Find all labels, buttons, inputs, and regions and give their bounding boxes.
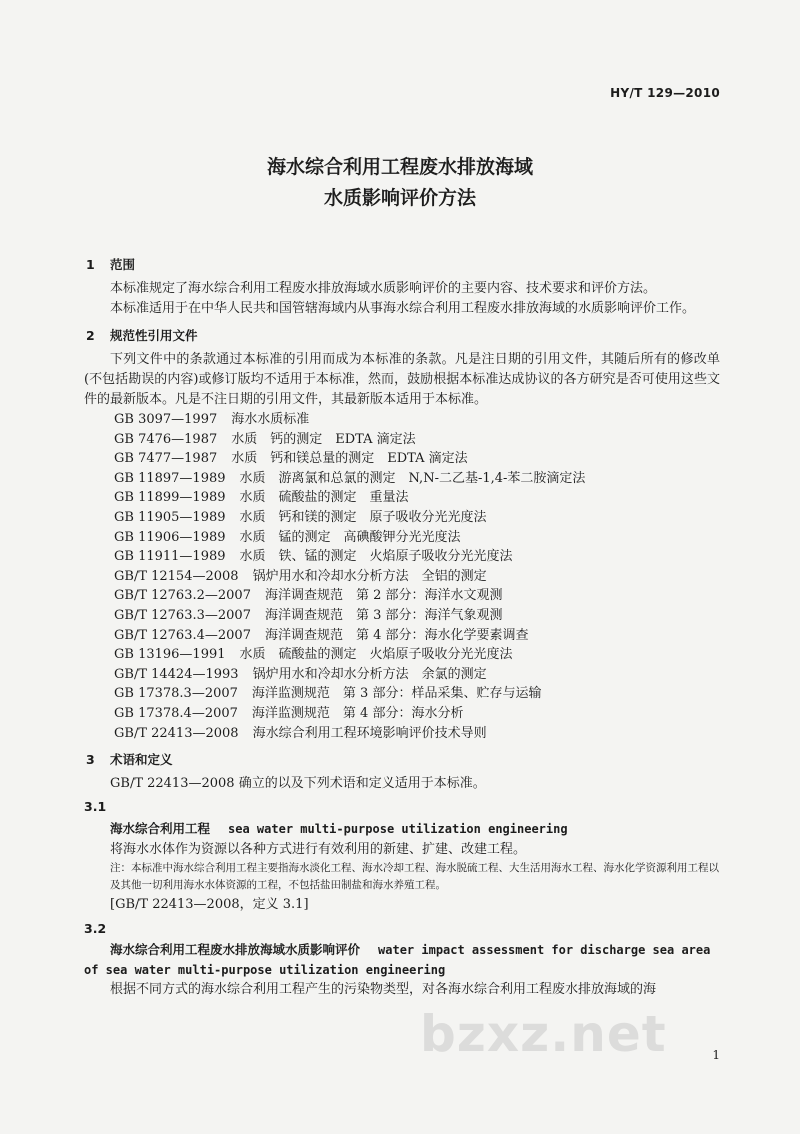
term-english: sea water multi-purpose utilization engineering — [228, 822, 568, 837]
reference-item — [84, 410, 720, 430]
paragraph: 本标准适用于在中华人民共和国管辖海域内从事海水综合利用工程废水排放海域的水质影响评价工作。 — [110, 301, 696, 316]
watermark: bzxz.net — [420, 1005, 667, 1063]
standard-code: HY/T 129—2010 — [610, 86, 720, 100]
section-heading-normative-references — [84, 325, 720, 347]
reference-item — [84, 430, 720, 450]
reference-title: 水质 铁、锰的测定 火焰原子吸收分光光度法 — [239, 549, 513, 565]
reference-title: 海水水质标准 — [231, 412, 310, 427]
reference-item — [84, 626, 720, 646]
paragraph: 下列文件中的条款通过本标准的引用而成为本标准的条款。凡是注日期的引用文件，其随后所有的修改单(不包括勘误的内容)或修订版均不适用于本标准，然而，鼓励根据本标准达成协议的各方研究是否可使用这些文件的最新版本。凡是不注日期的引用文件，其最新版本适用于本标准。 — [84, 352, 720, 407]
term-definition: 根据不同方式的海水综合利用工程产生的污染物类型，对各海水综合利用工程废水排放海域的海 — [110, 982, 657, 998]
section-number: 2 — [86, 328, 95, 343]
term-entry — [84, 940, 720, 980]
reference-code: GB 11911—1989 — [114, 549, 226, 565]
reference-title: 海洋监测规范 第 3 部分：样品采集、贮存与运输 — [251, 686, 542, 702]
reference-list — [84, 410, 720, 743]
reference-item — [84, 606, 720, 626]
page-number: 1 — [712, 1048, 720, 1062]
paragraph: GB/T 22413—2008 确立的以及下列术语和定义适用于本标准。 — [110, 776, 486, 792]
reference-title: 海水综合利用工程环境影响评价技术导则 — [252, 725, 487, 741]
clause-number: 3.2 — [84, 921, 107, 937]
reference-item — [84, 508, 720, 528]
paragraph: 本标准规定了海水综合利用工程废水排放海域水质影响评价的主要内容、技术要求和评价方法。 — [110, 281, 657, 296]
reference-code: GB/T 12154—2008 — [114, 568, 239, 584]
reference-title: 海洋调查规范 第 4 部分：海水化学要素调查 — [264, 627, 529, 643]
reference-code: GB 11905—1989 — [114, 509, 226, 525]
section-heading-scope — [84, 254, 720, 276]
reference-code: GB 11897—1989 — [114, 470, 226, 486]
reference-code: GB 11906—1989 — [114, 529, 226, 545]
section-heading-terms — [84, 749, 720, 771]
document-body — [84, 248, 720, 1000]
reference-title: 水质 硫酸盐的测定 重量法 — [239, 490, 409, 506]
reference-code: GB 17378.3—2007 — [114, 686, 238, 702]
reference-code: GB/T 14424—1993 — [114, 666, 239, 682]
term-chinese: 海水综合利用工程 — [110, 821, 211, 837]
reference-item — [84, 645, 720, 665]
reference-item — [84, 665, 720, 685]
reference-item — [84, 528, 720, 548]
reference-item — [84, 547, 720, 567]
term-entry — [84, 818, 720, 840]
reference-code: GB 3097—1997 — [114, 412, 218, 427]
reference-code: GB/T 12763.4—2007 — [114, 627, 251, 643]
section-title: 术语和定义 — [110, 752, 173, 768]
term-english: water impact assessment for discharge sea area of sea water multi-purpose utilization engineering — [84, 943, 711, 978]
term-definition: 将海水水体作为资源以各种方式进行有效利用的新建、扩建、改建工程。 — [110, 842, 527, 858]
reference-title: 海洋调查规范 第 3 部分：海洋气象观测 — [264, 607, 503, 623]
reference-code: GB 17378.4—2007 — [114, 705, 238, 721]
reference-title: 锅炉用水和冷却水分析方法 全铝的测定 — [252, 568, 487, 584]
reference-item — [84, 469, 720, 489]
term-note: 注：本标准中海水综合利用工程主要指海水淡化工程、海水冷却工程、海水脱硫工程、大生活用海水工程、海水化学资源利用工程以及其他一切利用海水水体资源的工程，不包括盐田制盐和海水养殖工程。 — [110, 862, 719, 892]
section-number: 3 — [86, 752, 95, 768]
reference-item — [84, 586, 720, 606]
term-source: [GB/T 22413—2008，定义 3.1] — [110, 897, 309, 913]
reference-title: 锅炉用水和冷却水分析方法 余氯的测定 — [252, 666, 487, 682]
section-number: 1 — [86, 257, 95, 272]
reference-title: 海洋监测规范 第 4 部分：海水分析 — [251, 705, 464, 721]
reference-code: GB/T 12763.2—2007 — [114, 588, 251, 604]
reference-title: 水质 硫酸盐的测定 火焰原子吸收分光光度法 — [239, 647, 513, 663]
reference-code: GB/T 22413—2008 — [114, 725, 239, 741]
reference-title: 水质 钙和镁的测定 原子吸收分光光度法 — [239, 509, 487, 525]
reference-item — [84, 567, 720, 587]
clause-number: 3.1 — [84, 799, 107, 815]
reference-title: 海洋调查规范 第 2 部分：海洋水文观测 — [264, 588, 503, 604]
reference-item — [84, 684, 720, 704]
reference-code: GB 11899—1989 — [114, 490, 226, 506]
term-chinese: 海水综合利用工程废水排放海域水质影响评价 — [110, 942, 361, 958]
reference-item — [84, 488, 720, 508]
reference-title: 水质 钙的测定 EDTA 滴定法 — [231, 431, 416, 447]
reference-item — [84, 724, 720, 744]
reference-title: 水质 锰的测定 高碘酸钾分光光度法 — [239, 529, 461, 545]
section-title: 范围 — [110, 257, 136, 272]
reference-code: GB/T 12763.3—2007 — [114, 607, 251, 623]
section-title: 规范性引用文件 — [110, 328, 198, 343]
document-title — [0, 152, 800, 214]
reference-code: GB 7476—1987 — [114, 431, 218, 447]
reference-item — [84, 449, 720, 469]
reference-item — [84, 704, 720, 724]
reference-code: GB 7477—1987 — [114, 451, 218, 467]
title-line-2: 水质影响评价方法 — [323, 187, 476, 209]
reference-code: GB 13196—1991 — [114, 647, 226, 663]
title-line-1: 海水综合利用工程废水排放海域 — [266, 156, 533, 178]
reference-title: 水质 游离氯和总氯的测定 N,N-二乙基-1,4-苯二胺滴定法 — [239, 470, 586, 486]
reference-title: 水质 钙和镁总量的测定 EDTA 滴定法 — [231, 451, 468, 467]
